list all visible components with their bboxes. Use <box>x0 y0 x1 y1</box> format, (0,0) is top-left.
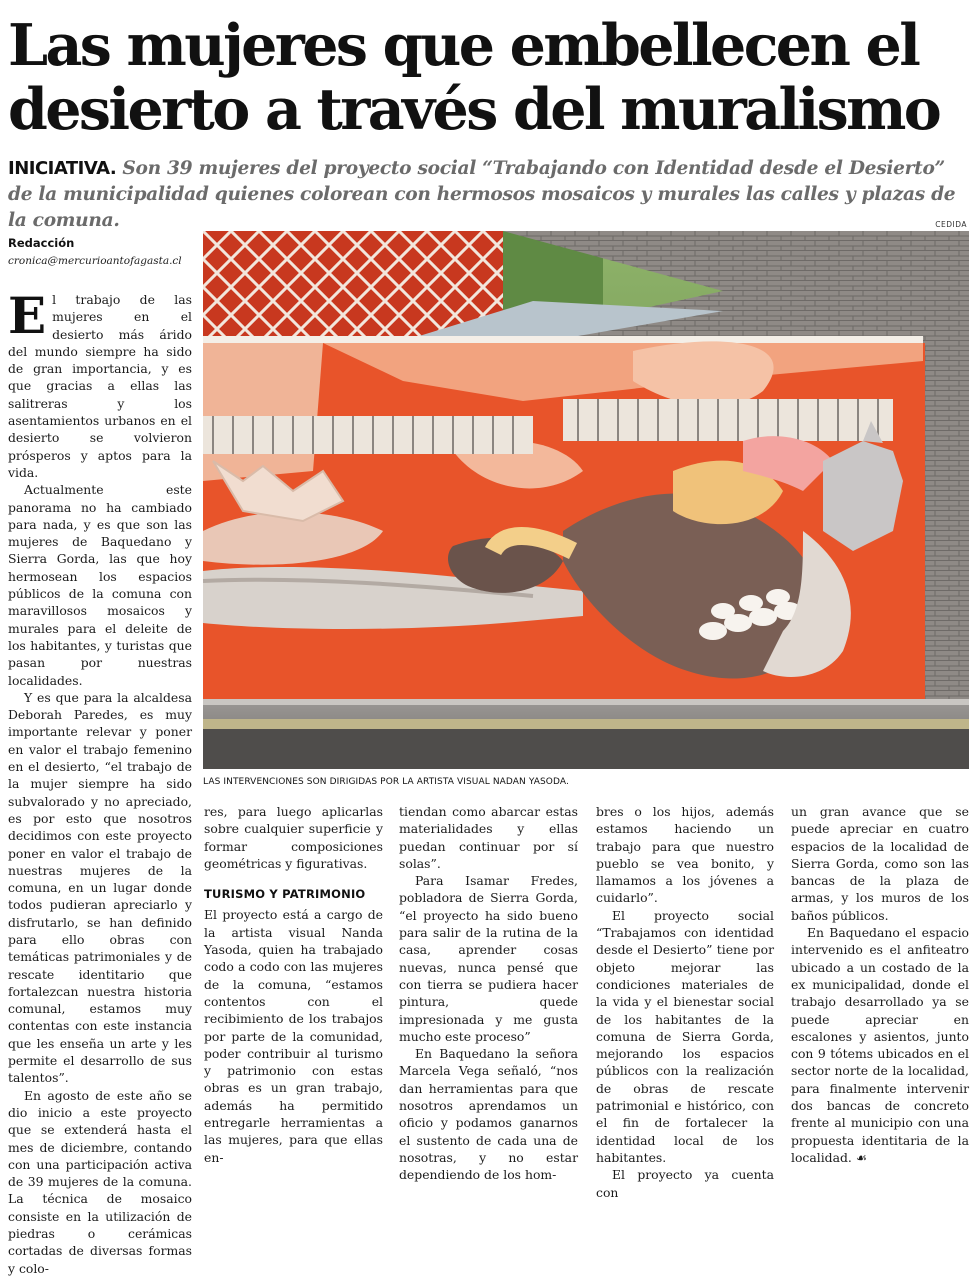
paragraph: El proyecto ya cuenta con <box>596 1167 774 1200</box>
paragraph: res, para luego aplicarlas sobre cualquier superficie y formar composiciones geométricas y figurativas. <box>204 804 383 871</box>
paragraph <box>8 286 192 481</box>
paragraph: un gran avance que se puede apreciar en cuatro espacios de la localidad de Sierra Gorda, como son las bancas de la plaza de armas, y los muros de los baños públicos. <box>791 804 969 923</box>
paragraph: tiendan como abarcar estas materialidades y ellas puedan continuar por sí solas”. <box>399 804 578 871</box>
subhead: TURISMO Y PATRIMONIO <box>204 887 366 902</box>
photo-caption: LAS INTERVENCIONES SON DIRIGIDAS POR LA ARTISTA VISUAL NADAN YASODA. <box>203 777 569 787</box>
column-2 <box>204 803 383 1166</box>
column-4 <box>596 803 774 1201</box>
paragraph: Actualmente este panorama no ha cambiado para nada, y es que son las mujeres de Baquedano y Sierra Gorda, las que hoy hermosean los espacios públicos de la comuna con maravillosos mosaicos y murales para el deleite de los habitantes, y turistas que pasan por nuestras localidades. <box>8 482 192 688</box>
paragraph: Y es que para la alcaldesa Deborah Paredes, es muy importante relevar y poner en valor el trabajo femenino en el desierto, “el trabajo de la mujer siempre ha sido subvalorado y no apreciado, es por esto que nosotros decidimos con este proyecto poner en valor el trabajo de nuestras mujeres de la comuna, en un lugar donde todos pudieran apreciarlo y disfrutarlo, se han definido para ello obras con temáticas patrimoniales y de rescate identitario que fortalezcan nuestra historia comunal, estamos muy contentas con este instancia que les enseña un arte y les permite el desarrollo de sus talentos”. <box>8 689 192 1086</box>
paragraph: bres o los hijos, además estamos haciendo un trabajo para que nuestro pueblo se vea bonito, y llamamos a los jóvenes a cuidarlo”. <box>596 804 774 906</box>
paragraph <box>791 924 969 1166</box>
drop-cap: E <box>8 286 47 345</box>
column-1 <box>8 286 192 1277</box>
lede <box>8 156 970 234</box>
column-5 <box>791 803 969 1166</box>
paragraph: El proyecto social “Trabajamos con identidad desde el Desierto” tiene por objeto mejorar las condiciones materiales de la vida y el bienestar social de los habitantes de la comuna de Sierra Gorda, mejorando los espacios públicos con la realización de obras de rescate patrimonial e histórico, con el fin de fortalecer la identidad local de los habitantes. <box>596 907 774 1165</box>
byline-email[interactable]: cronica@mercurioantofagasta.cl <box>8 255 182 267</box>
paragraph: Para Isamar Fredes, pobladora de Sierra Gorda, “el proyecto ha sido bueno para salir de la rutina de la casa, aprender cosas nuevas, nunca pensé que con tierra se pudiera hacer pintura, quede impresionada y me gusta mucho este proceso” <box>399 873 578 1044</box>
photo-credit: CEDIDA <box>935 220 967 229</box>
paragraph: En agosto de este año se dio inicio a este proyecto que se extenderá hasta el mes de diciembre, contando con una participación activa de 39 mujeres de la comuna. La técnica de mosaico consiste en la utilización de piedras o cerámicas cortadas de diversas formas y colo- <box>8 1087 192 1276</box>
paragraph: El proyecto está a cargo de la artista visual Nanda Yasoda, quien ha trabajado codo a codo con las mujeres de la comuna, “estamos contentos con el recibimiento de los trabajos por parte de la comunidad, poder contribuir al turismo y patrimonio con estas obras es un gran trabajo, además ha permitido entregarle herramientas a las mujeres, para que ellas en- <box>204 907 383 1165</box>
headline: Las mujeres que embellecen el desierto a través del muralismo <box>8 12 940 143</box>
end-mark-icon: ☙ <box>855 1149 867 1165</box>
mural-photo <box>203 231 969 769</box>
paragraph: En Baquedano la señora Marcela Vega señaló, “nos dan herramientas para que nosotros aprendamos un oficio y podamos ganarnos el sustento de cada una de nosotras, y no estar dependiendo de los hom- <box>399 1046 578 1183</box>
byline: Redacción <box>8 236 75 250</box>
mural-illustration <box>203 231 969 769</box>
lede-text: Son 39 mujeres del proyecto social “Trabajando con Identidad desde el Desierto” de la municipalidad quienes colorean con hermosos mosaicos y murales las calles y plazas de la comuna. <box>8 158 956 231</box>
paragraph-text: l trabajo de las mujeres en el desierto más árido del mundo siempre ha sido de gran importancia, y es que gracias a ellas las salitreras y los asentamientos urbanos en el desierto se volvieron prósperos y aptos para la vida. <box>8 292 192 480</box>
kicker: INICIATIVA. <box>8 158 117 179</box>
paragraph-text: En Baquedano el espacio intervenido es el anfiteatro ubicado a un costado de la ex municipalidad, donde el trabajo desarrollado ya se puede apreciar en escalones y asientos, junto con 9 tótems ubicados en el sector norte de la localidad, para finalmente intervenir dos bancas de concreto frente al municipio con una propuesta identitaria de la localidad. <box>791 925 969 1165</box>
column-3 <box>399 803 578 1184</box>
